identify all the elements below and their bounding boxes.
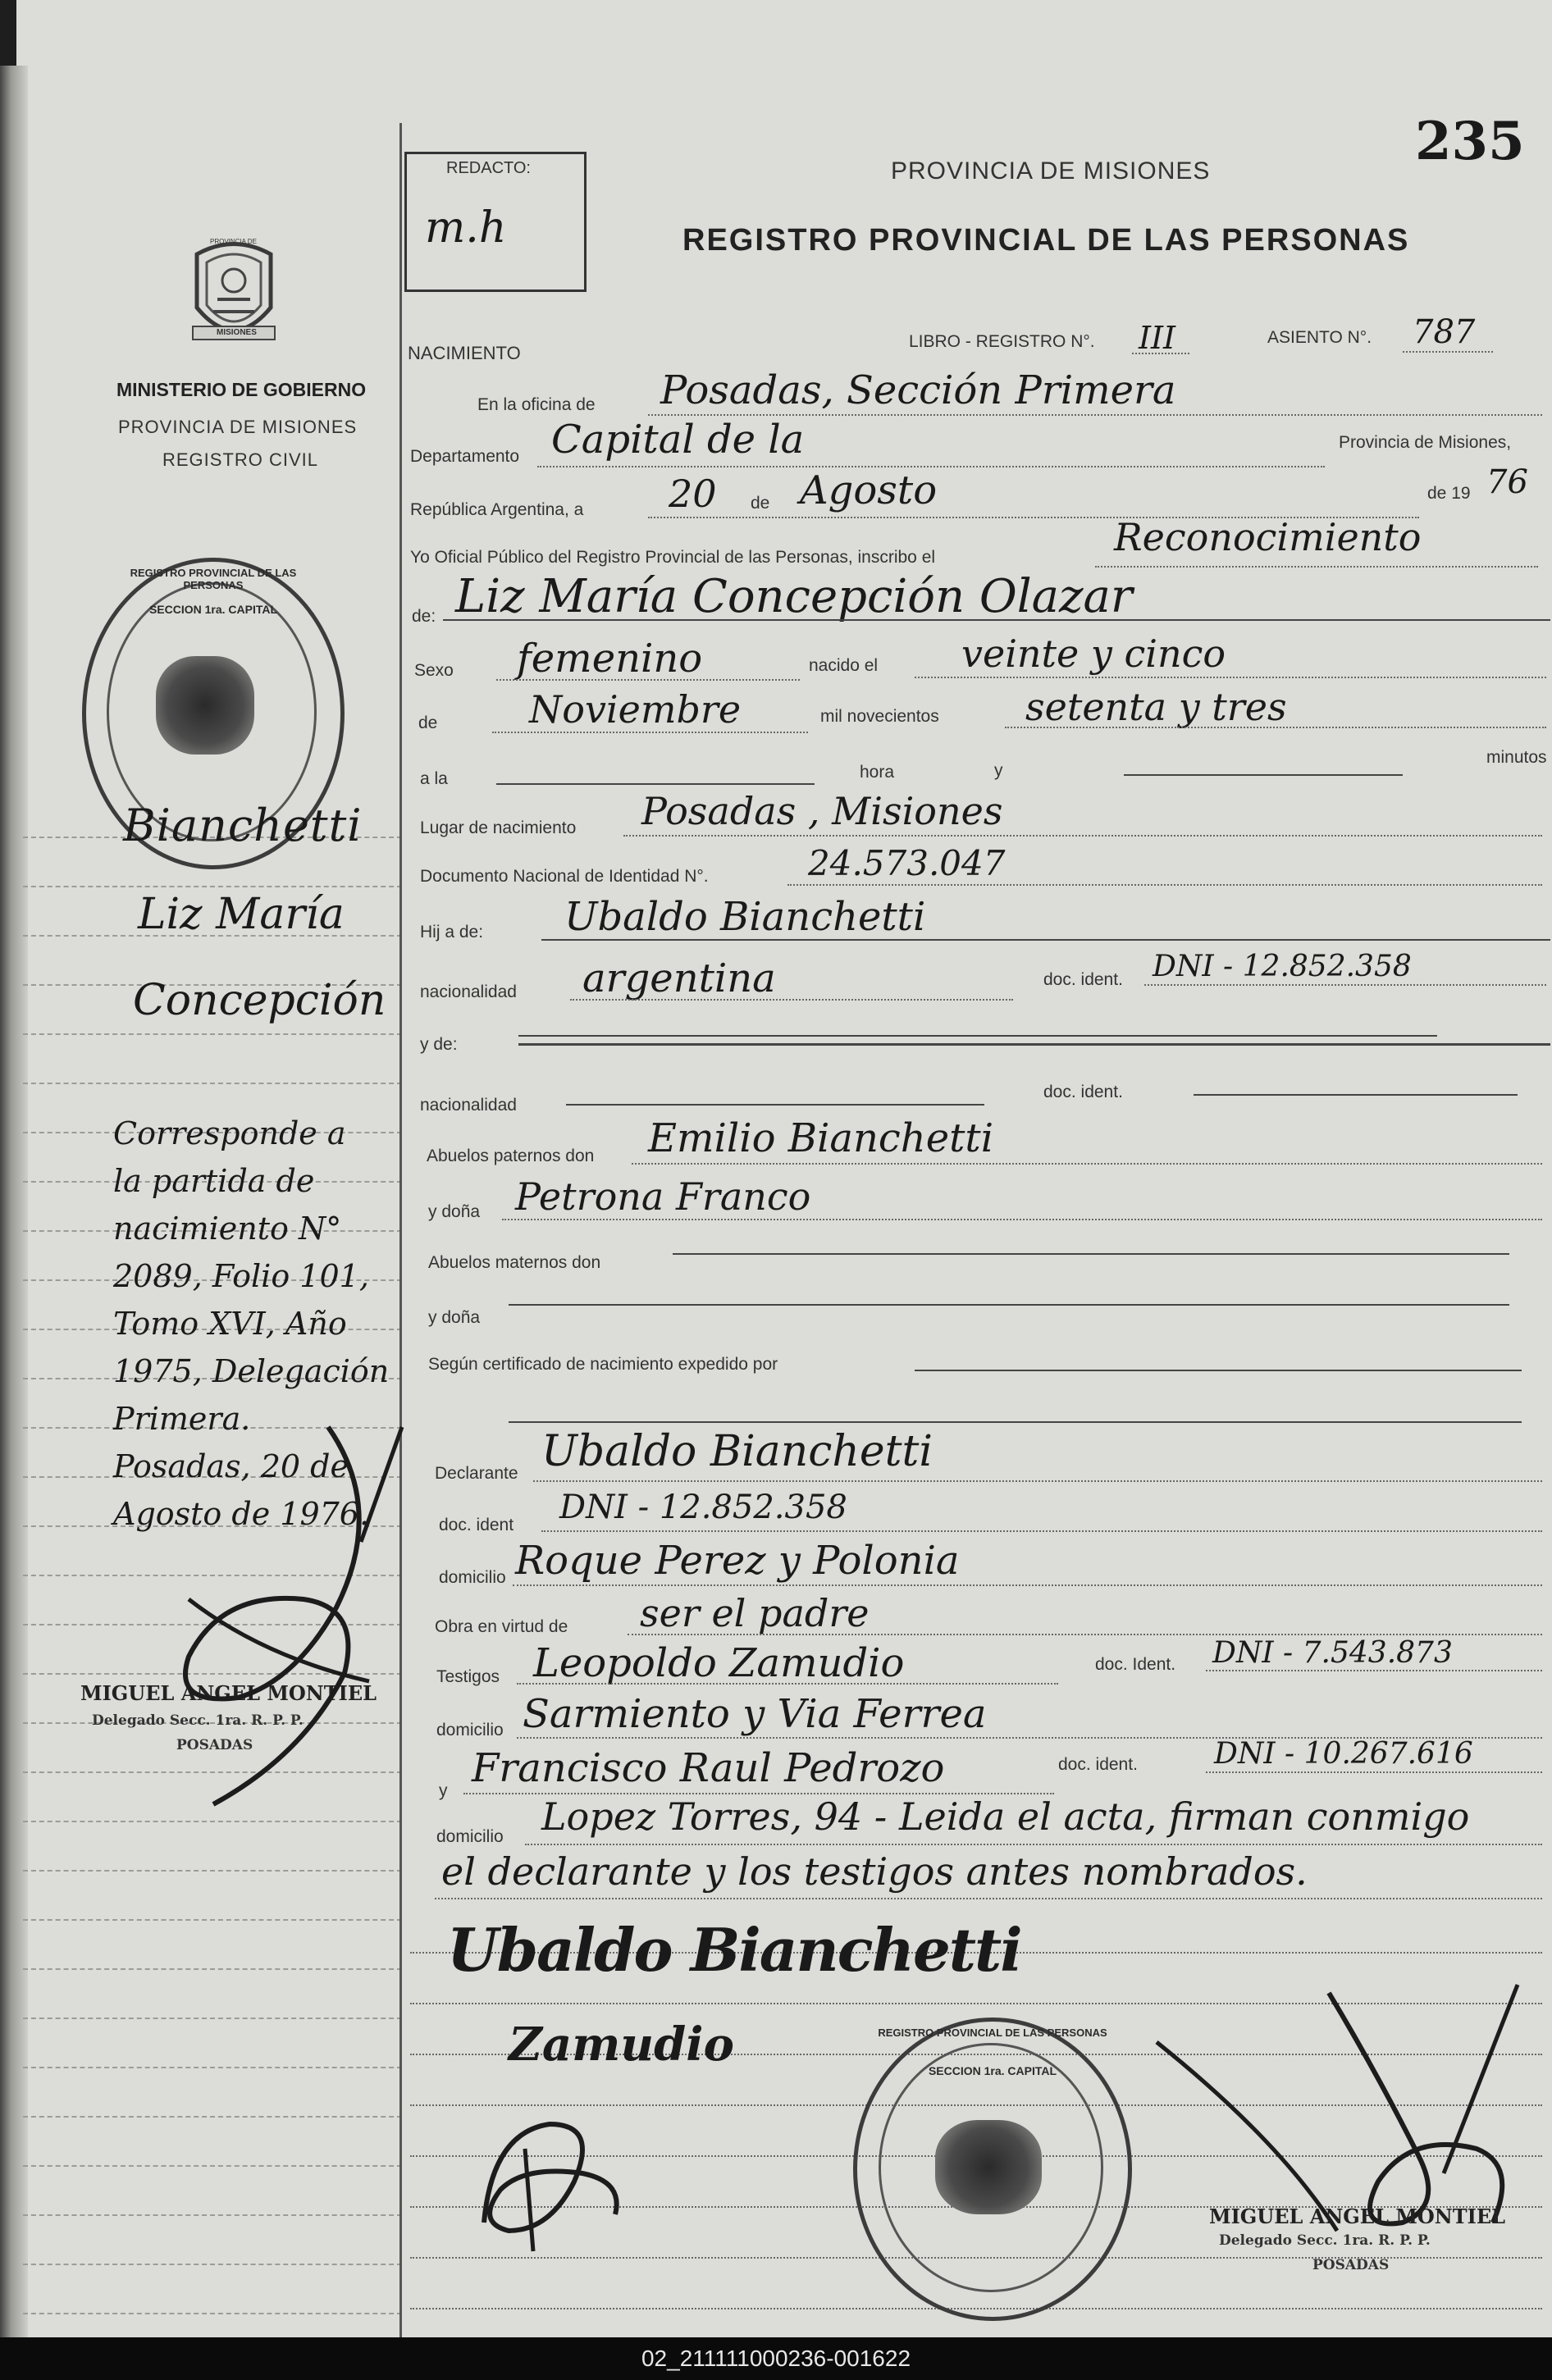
margin-note-line: Tomo XVI, Año	[113, 1306, 347, 1342]
mil-label: mil novecientos	[820, 707, 939, 726]
domicilio-value: Roque Perez y Polonia	[515, 1538, 960, 1584]
nac2-label: nacionalidad	[420, 1096, 517, 1115]
margin-note-line: Agosto de 1976.	[113, 1496, 370, 1532]
margin-rule-line	[23, 1870, 402, 1872]
margin-name2: Concepción	[133, 976, 386, 1025]
lugar-value: Posadas , Misiones	[641, 789, 1003, 833]
domicilio3-value: Lopez Torres, 94 - Leida el acta, firman conmigo	[541, 1794, 1470, 1839]
margin-signature-stroke	[139, 1411, 435, 1821]
signature-official	[1132, 1960, 1526, 2305]
obra-label: Obra en virtud de	[435, 1617, 568, 1636]
provincia-label: Provincia de Misiones,	[1339, 433, 1512, 452]
nac1-value: argentina	[582, 955, 776, 1001]
mes-value: Agosto	[800, 467, 938, 513]
y-label: y	[994, 761, 1003, 780]
stamp-ring-text-bottom: REGISTRO PROVINCIAL DE LAS PERSONAS	[878, 2027, 1107, 2039]
ministry-province: PROVINCIA DE MISIONES	[118, 417, 358, 437]
nac1-label: nacionalidad	[420, 983, 517, 1001]
margin-surname: Bianchetti	[123, 800, 363, 851]
anio-label: de 19	[1427, 484, 1471, 503]
libro-value: III	[1139, 320, 1176, 356]
segun-label: Según certificado de nacimiento expedido por	[428, 1355, 778, 1374]
docid1-value: DNI - 12.852.358	[1153, 950, 1412, 983]
margin-rule-line	[23, 2116, 402, 2118]
de3-label: de	[418, 714, 438, 732]
domicilio-label: domicilio	[439, 1568, 506, 1587]
margin-rule-line	[23, 1033, 402, 1035]
dni-label: Documento Nacional de Identidad N°.	[420, 867, 709, 886]
docident3-label: doc. Ident.	[1095, 1655, 1176, 1674]
margin-official-title: Delegado Secc. 1ra. R. P. P.	[92, 1712, 304, 1729]
margin-note-line: Posadas, 20 de	[113, 1448, 349, 1484]
testigos-label: Testigos	[436, 1667, 500, 1686]
margin-rule-line	[23, 886, 402, 887]
margin-rule-line	[23, 1919, 402, 1921]
page-number: 235	[1415, 111, 1525, 172]
margin-rule-line	[23, 2018, 402, 2019]
ydona1-value: Petrona Franco	[515, 1174, 811, 1219]
yo-value: Reconocimiento	[1114, 515, 1422, 559]
testigo2-value: Francisco Raul Pedrozo	[472, 1745, 945, 1791]
registry-stamp-bottom	[853, 2018, 1132, 2321]
signature-declarante: Ubaldo Bianchetti	[447, 1915, 1021, 1985]
margin-rule-line	[23, 1821, 402, 1822]
margin-divider	[399, 123, 402, 2337]
margin-rule-line	[23, 1968, 402, 1970]
hijo-label: Hij a de:	[420, 923, 484, 942]
ministry-title: MINISTERIO DE GOBIERNO	[116, 379, 367, 400]
margin-note-line: Corresponde a	[113, 1115, 346, 1151]
margin-rule-line	[23, 2165, 402, 2167]
lugar-label: Lugar de nacimiento	[420, 818, 577, 837]
margin-official-city: POSADAS	[176, 1737, 253, 1753]
margin-rule-line	[23, 2214, 402, 2216]
official-city: POSADAS	[1312, 2257, 1390, 2273]
nacido-label: nacido el	[809, 656, 879, 675]
yo-label: Yo Oficial Público del Registro Provincial de las Personas, inscribo el	[410, 548, 936, 567]
de-label: de	[751, 494, 770, 513]
docident4-value: DNI - 10.267.616	[1214, 1737, 1473, 1771]
nacido-value: veinte y cinco	[961, 631, 1226, 676]
de2-value: Liz María Concepción Olazar	[455, 570, 1133, 623]
asiento-value: 787	[1413, 313, 1476, 351]
docid2-label: doc. ident.	[1043, 1083, 1123, 1101]
margin-name1: Liz María	[138, 890, 345, 939]
margin-note-line: nacimiento N°	[113, 1211, 342, 1247]
ydona2-label: y doña	[428, 1308, 481, 1327]
anio-value: 76	[1486, 463, 1528, 501]
page-binding	[0, 66, 28, 2337]
official-name: MIGUEL ANGEL MONTIEL	[1209, 2204, 1505, 2228]
abm-label: Abuelos maternos don	[428, 1253, 601, 1272]
sexo-label: Sexo	[414, 661, 454, 680]
docident4-label: doc. ident.	[1058, 1755, 1138, 1774]
docid1-label: doc. ident.	[1043, 970, 1123, 989]
header-province: PROVINCIA DE MISIONES	[891, 157, 1211, 185]
margin-note-line: la partida de	[113, 1163, 315, 1199]
ala-label: a la	[420, 769, 448, 788]
obra-value: ser el padre	[640, 1591, 870, 1635]
stamp-sub-text: SECCION 1ra. CAPITAL	[148, 603, 278, 616]
closing-text: el declarante y los testigos antes nombrados.	[441, 1849, 1308, 1894]
margin-note-line: 1975, Delegación	[113, 1353, 390, 1389]
margin-note-line: 2089, Folio 101,	[113, 1258, 369, 1294]
image-id-footer: 02_211111000236-001622	[0, 2337, 1552, 2380]
signature-witness-2	[459, 2100, 640, 2264]
nacimiento-label: NACIMIENTO	[408, 343, 521, 363]
abp-label: Abuelos paternos don	[427, 1147, 595, 1165]
declarante-label: Declarante	[435, 1464, 518, 1483]
docident3-value: DNI - 7.543.873	[1212, 1636, 1453, 1670]
de2-label: de:	[412, 607, 436, 626]
hijo-value: Ubaldo Bianchetti	[564, 894, 926, 940]
seal-text-top: PROVINCIA DE	[210, 238, 257, 245]
margin-official-name: MIGUEL ANGEL MONTIEL	[80, 1681, 377, 1705]
asiento-label: ASIENTO N°.	[1267, 328, 1372, 347]
margin-rule-line	[23, 2264, 402, 2265]
docident-value: DNI - 12.852.358	[559, 1489, 847, 1526]
oficina-value: Posadas, Sección Primera	[660, 367, 1176, 413]
abp-value: Emilio Bianchetti	[648, 1115, 994, 1161]
sexo-value: femenino	[517, 636, 703, 682]
oficina-label: En la oficina de	[477, 395, 596, 414]
margin-rule-line	[23, 2313, 402, 2314]
departamento-label: Departamento	[410, 447, 520, 466]
declarante-value: Ubaldo Bianchetti	[541, 1427, 933, 1476]
libro-label: LIBRO - REGISTRO N°.	[909, 332, 1095, 351]
y2-label: y	[439, 1781, 448, 1800]
minutos-label: minutos	[1486, 748, 1547, 767]
redacto-box	[404, 152, 587, 292]
stamp-ring-text: REGISTRO PROVINCIAL DE LAS PERSONAS	[130, 567, 297, 591]
ydona1-label: y doña	[428, 1202, 481, 1221]
yde-label: y de:	[420, 1035, 458, 1054]
official-title: Delegado Secc. 1ra. R. P. P.	[1219, 2232, 1431, 2249]
domicilio2-label: domicilio	[436, 1721, 504, 1739]
mil-value: setenta y tres	[1025, 685, 1287, 729]
stamp-sub-text-bottom: SECCION 1ra. CAPITAL	[928, 2064, 1057, 2077]
hora-label: hora	[860, 763, 895, 782]
signature-witness: Zamudio	[509, 2018, 734, 2072]
seal-text-bottom: MISIONES	[217, 328, 257, 337]
republica-label: República Argentina, a	[410, 500, 584, 519]
dia-value: 20	[669, 472, 717, 516]
ministry-registry: REGISTRO CIVIL	[162, 449, 319, 470]
margin-rule-line	[23, 2067, 402, 2068]
header-title: REGISTRO PROVINCIAL DE LAS PERSONAS	[682, 223, 1410, 258]
departamento-value: Capital de la	[551, 417, 805, 463]
docident-label: doc. ident	[439, 1516, 514, 1534]
margin-note-line: Primera.	[113, 1401, 251, 1437]
domicilio3-label: domicilio	[436, 1827, 504, 1846]
redacto-initials: m.h	[425, 203, 507, 253]
de3-value: Noviembre	[529, 687, 742, 732]
redacto-label: REDACTO:	[446, 159, 531, 177]
domicilio2-value: Sarmiento y Via Ferrea	[523, 1691, 987, 1737]
margin-rule-line	[23, 1083, 402, 1084]
dni-value: 24.573.047	[808, 843, 1006, 883]
testigo1-value: Leopoldo Zamudio	[533, 1640, 905, 1686]
